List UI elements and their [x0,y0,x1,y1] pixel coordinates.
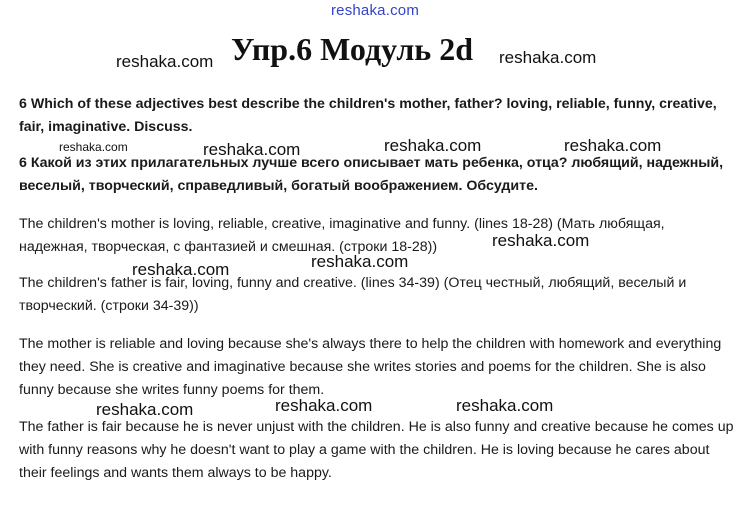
watermark: reshaka.com [275,396,373,415]
watermark: reshaka.com [96,400,194,419]
task-english: 6 Which of these adjectives best describe the children's mother, father? loving, reliable, funny, creative, fair, imaginative. Discuss. [19,96,717,135]
page-title: Упр.6 Модуль 2d [231,31,474,67]
watermark: reshaka.com [492,231,590,250]
top-watermark: reshaka.com [330,2,420,19]
father-explanation: The father is fair because he is never unjust with the children. He is also funny and creative because he comes up with funny reasons why he doesn't want to play a game with the children. He is loving because he cares about their feelings and wants them always to be happy. [19,419,734,481]
watermark: reshaka.com [311,252,409,271]
watermark: reshaka.com [564,136,662,155]
mother-explanation: The mother is reliable and loving because she's always there to help the children with homework and everything they need. She is creative and imaginative because she writes stories and poems for the children. She is also funny because she writes funny poems for them. [19,336,722,398]
watermark: reshaka.com [116,52,214,71]
watermark: reshaka.com [132,260,230,279]
watermark: reshaka.com [59,140,128,154]
watermark: reshaka.com [203,140,301,159]
answer-father: The children's father is fair, loving, funny and creative. (lines 34-39) (Отец честный, любящий, веселый и творческий. (строки 34-39)) [19,275,687,314]
answer-mother: The children's mother is loving, reliable, creative, imaginative and funny. (lines 18-28) (Мать любящая, надежная, творческая, с фантазией и смешная. (строки 18-28)) [19,216,665,255]
watermark: reshaka.com [456,396,554,415]
task-russian: 6 Какой из этих прилагательных лучше всего описывает мать ребенка, отца? любящий, надежный, веселый, творческий, справедливый, богатый воображением. Обсудите. [19,155,724,194]
watermark: reshaka.com [499,48,597,67]
watermark: reshaka.com [384,136,482,155]
